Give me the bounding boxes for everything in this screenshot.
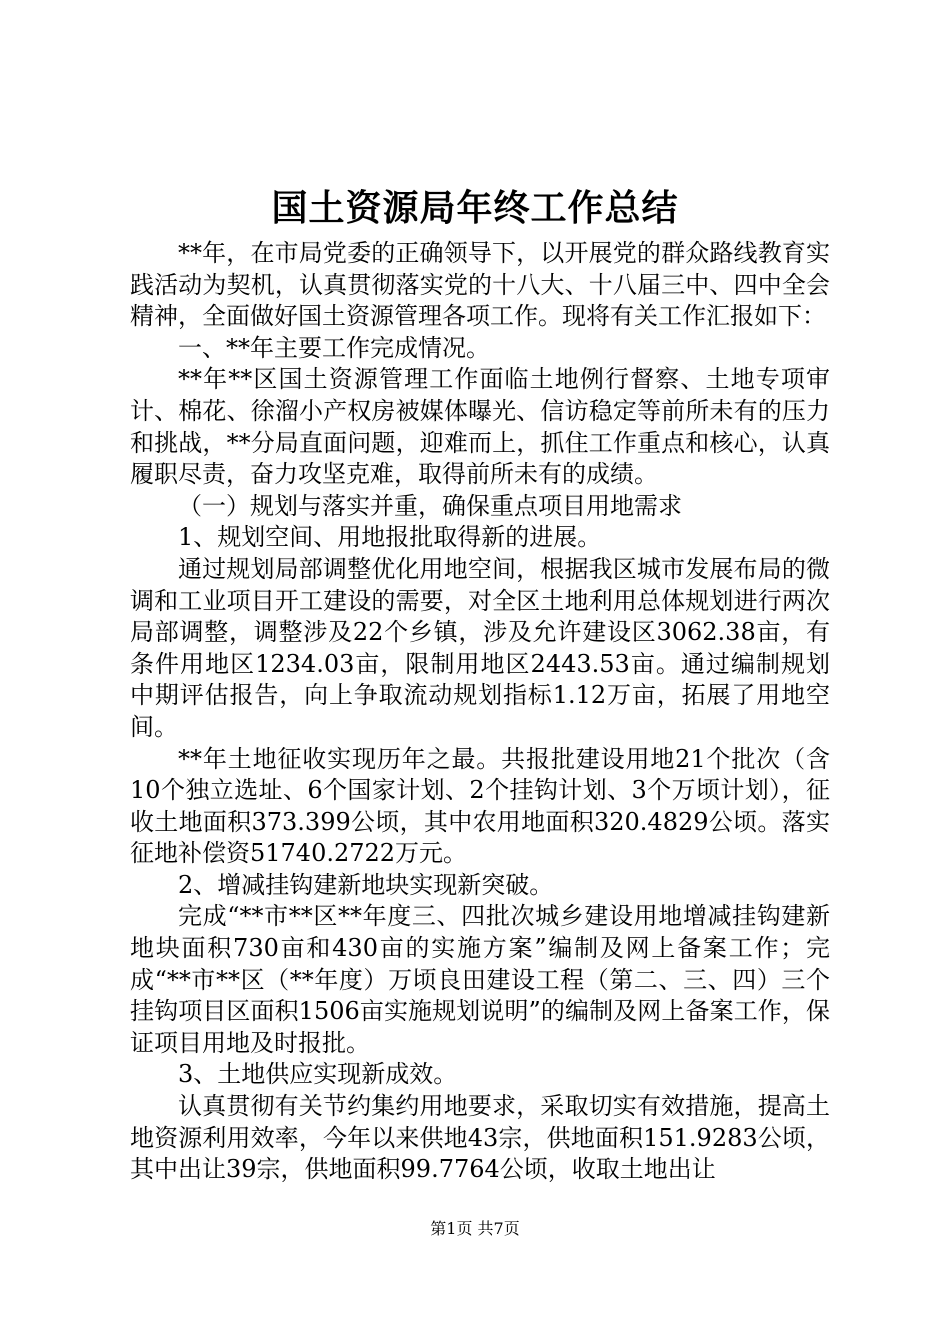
paragraph-land-acquisition: **年土地征收实现历年之最。共报批建设用地21个批次（含10个独立选址、6个国家计划、2个挂钩计划、3个万顷计划），征收土地面积373.399公顷，其中农用地面积320.4829公顷。落实征地补偿资51740.2722万元。	[130, 744, 830, 868]
paragraph-intro: **年，在市局党委的正确领导下，以开展党的群众路线教育实践活动为契机，认真贯彻落实党的十八大、十八届三中、四中全会精神，全面做好国土资源管理各项工作。现将有关工作汇报如下：	[130, 239, 830, 331]
item-heading-1: 1、规划空间、用地报批取得新的进展。	[178, 523, 602, 552]
paragraph-land-supply: 认真贯彻有关节约集约用地要求，采取切实有效措施，提高土地资源利用效率，今年以来供地43宗，供地面积151.9283公顷，其中出让39宗，供地面积99.7764公顷，收取土地出让	[130, 1092, 830, 1184]
paragraph-linkage: 完成“**市**区**年度三、四批次城乡建设用地增减挂钩建新地块面积730亩和430亩的实施方案”编制及网上备案工作；完成“**市**区（**年度）万顷良田建设工程（第二、三、四）三个挂钩项目区面积1506亩实施规划说明”的编制及网上备案工作，保证项目用地及时报批。	[130, 902, 830, 1057]
section-heading-1: 一、**年主要工作完成情况。	[178, 333, 490, 362]
item-heading-2: 2、增减挂钩建新地块实现新突破。	[178, 870, 554, 899]
paragraph-planning: 通过规划局部调整优化用地空间，根据我区城市发展布局的微调和工业项目开工建设的需要，对全区土地利用总体规划进行两次局部调整，调整涉及22个乡镇，涉及允许建设区3062.38亩，有条件用地区1234.03亩，限制用地区2443.53亩。通过编制规划中期评估报告，向上争取流动规划指标1.12万亩，拓展了用地空间。	[130, 554, 830, 741]
document-body	[130, 238, 830, 1186]
page-footer: 第1页 共7页	[430, 1219, 520, 1238]
item-heading-3: 3、土地供应实现新成效。	[178, 1060, 458, 1089]
paragraph-overview: **年**区国土资源管理工作面临土地例行督察、土地专项审计、棉花、徐溜小产权房被媒体曝光、信访稳定等前所未有的压力和挑战，**分局直面问题，迎难而上，抓住工作重点和核心，认真履职尽责，奋力攻坚克难，取得前所未有的成绩。	[130, 365, 830, 489]
document-title: 国土资源局年终工作总结	[271, 187, 679, 229]
subsection-heading-1: （一）规划与落实并重，确保重点项目用地需求	[178, 491, 682, 520]
